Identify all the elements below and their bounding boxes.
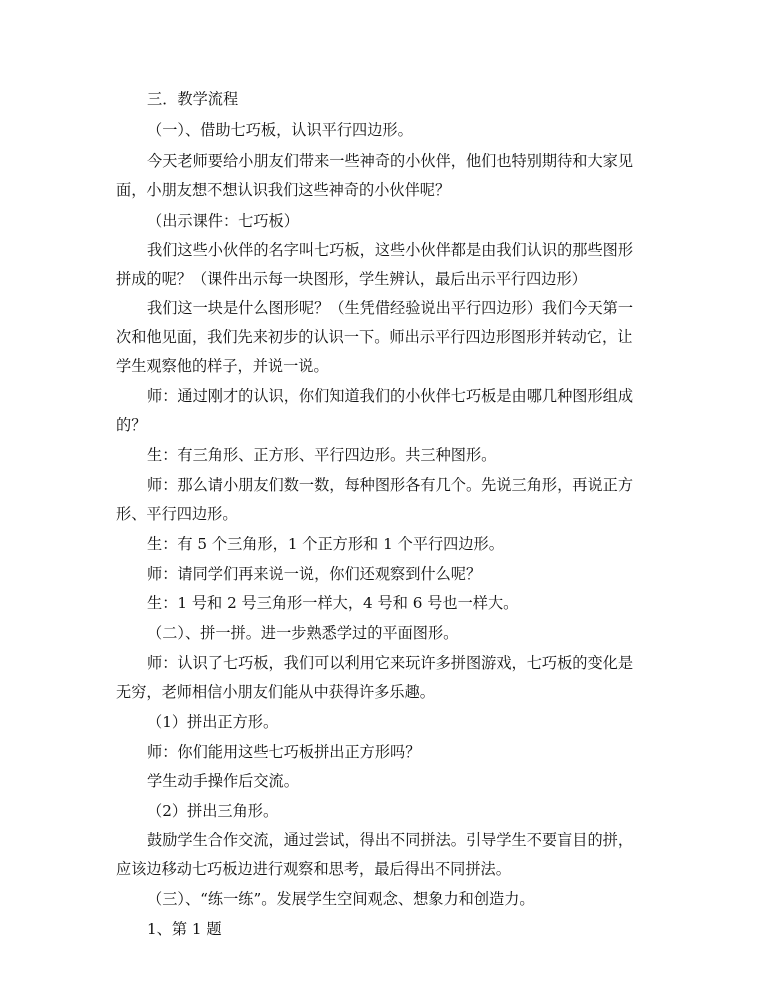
paragraph-line: 生：有三角形、正方形、平行四边形。共三种图形。 xyxy=(147,446,497,464)
paragraph-line: （出示课件：七巧板） xyxy=(147,212,299,230)
paragraph-line: 拼成的呢？（课件出示每一块图形，学生辨认，最后出示平行四边形） xyxy=(116,270,587,288)
paragraph-line: 今天老师要给小朋友们带来一些神奇的小伙伴，他们也特别期待和大家见 xyxy=(147,152,633,170)
paragraph-line: 生：1 号和 2 号三角形一样大，4 号和 6 号也一样大。 xyxy=(147,594,519,612)
subsection-heading: （三）、“练一练”。发展学生空间观念、想象力和创造力。 xyxy=(147,890,535,908)
paragraph-line: 的？ xyxy=(116,416,147,434)
paragraph-line: 面，小朋友想不想认识我们这些神奇的小伙伴呢？ xyxy=(116,181,451,199)
paragraph-line: 师：认识了七巧板，我们可以利用它来玩许多拼图游戏，七巧板的变化是 xyxy=(147,654,633,672)
paragraph-line: 应该边移动七巧板边进行观察和思考，最后得出不同拼法。 xyxy=(116,860,511,878)
paragraph-line: 学生动手操作后交流。 xyxy=(147,772,299,790)
subsection-heading: （一）、借助七巧板，认识平行四边形。 xyxy=(147,121,413,139)
paragraph-line: 鼓励学生合作交流，通过尝试，得出不同拼法。引导学生不要盲目的拼， xyxy=(147,831,633,849)
paragraph-line: 师：那么请小朋友们数一数，每种图形各有几个。先说三角形，再说正方 xyxy=(147,476,633,494)
list-item: 1、第 1 题 xyxy=(147,920,222,938)
paragraph-line: 我们这一块是什么图形呢？（生凭借经验说出平行四边形）我们今天第一 xyxy=(147,299,633,317)
list-item: （1）拼出正方形。 xyxy=(147,713,279,731)
paragraph-line: 师：你们能用这些七巧板拼出正方形吗？ xyxy=(147,743,421,761)
paragraph-line: 次和他见面，我们先来初步的认识一下。师出示平行四边形图形并转动它，让 xyxy=(116,328,633,346)
subsection-heading: （二）、拼一拼。进一步熟悉学过的平面图形。 xyxy=(147,624,459,642)
section-heading: 三．教学流程 xyxy=(147,90,239,108)
paragraph-line: 师：请同学们再来说一说，你们还观察到什么呢？ xyxy=(147,565,482,583)
paragraph-line: 生：有 5 个三角形，1 个正方形和 1 个平行四边形。 xyxy=(147,535,504,553)
paragraph-line: 无穷，老师相信小朋友们能从中获得许多乐趣。 xyxy=(116,683,435,701)
paragraph-line: 形、平行四边形。 xyxy=(116,505,238,523)
list-item: （2）拼出三角形。 xyxy=(147,802,279,820)
paragraph-line: 我们这些小伙伴的名字叫七巧板，这些小伙伴都是由我们认识的那些图形 xyxy=(147,241,633,259)
paragraph-line: 师：通过刚才的认识，你们知道我们的小伙伴七巧板是由哪几种图形组成 xyxy=(147,387,633,405)
paragraph-line: 学生观察他的样子，并说一说。 xyxy=(116,357,329,375)
